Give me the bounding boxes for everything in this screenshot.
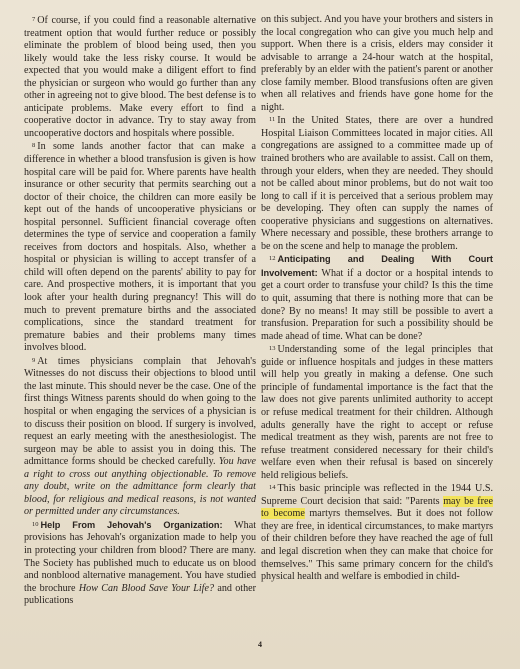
paragraph-number: 7: [32, 16, 36, 23]
paragraph-text: What provisions has Jehovah's organization made to help you in protecting your children from blood? There are many. The Society has published much to educate us on blood and nonblood alternative management. You have studied the brochure: [24, 519, 257, 594]
paragraph-number: 10: [32, 520, 39, 528]
paragraph-text: Understanding some of the legal principles that guide or influence hospitals and judges in these matters will help you greatly in making a defense. One such principle of fundamental importance is the fact that the law does not give parents unlimited authority to accept or refuse medical treatment for their children. Although adults generally have the right to accept or refuse medical treatment as they wish, parents are not free to refuse treatment considered necessary for their child's welfare even when their refusal is based on sincerely held religious beliefs.: [261, 344, 493, 481]
paragraph-text: In the United States, there are over a hundred Hospital Liaison Committees located in major cities. All congregations are assigned to a committee made up of trained brothers who are available to assist. Call on them, through your elders, when they are needed. They should not be called about minor problems, but do not wait too long to call if it is perceived that a serious problem may be developing. They often can supply the names of cooperative physicians and suggestions on alternatives. Where necessary and possible, these brothers arrange to be on the scene and help to manage the problem.: [261, 115, 493, 252]
brochure-title: How Can Blood Save Your Life?: [78, 582, 215, 594]
paragraph-14: [261, 482, 493, 583]
paragraph-text: This basic principle was reflected in the 1944 U.S. Supreme Court decision that said: "Parents: [261, 483, 493, 507]
paragraph-text-tail: and other publications: [24, 582, 256, 607]
paragraph-text: Of course, if you could find a reasonable alternative treatment option that would further reduce or possibly eliminate the problem of blood being used, then you likely would take the less risky course. It would be expected that you would make a diligent effort to find the physician or surgeon who would go further than any other in agreeing not to give blood. The best defense is to anticipate problems. Make every effort to find a cooperative doctor in advance. Try to stay away from uncooperative doctors and hospitals where possible.: [24, 15, 256, 139]
paragraph-text-tail: martyrs themselves. But it does not follow they are free, in identical circumstances, to make martyrs of their children before they have reached the age of full and legal discretion when they can make that choice for themselves." This same primary concern for the child's physical health and welfare is embodied in child-: [261, 508, 493, 583]
paragraph-text: At times physicians complain that Jehovah's Witnesses do not discuss their objections to blood until the last minute. This should never be the case. One of the first things Witness parents should do when going to the hospital or when engaging the services of a physician is to discuss their position on blood. If surgery is involved, request an early meeting with the anesthesiologist. The surgeon may be able to assist you in doing this. The admittance forms should be checked carefully.: [24, 355, 256, 468]
highlighted-text: may be free to become: [261, 495, 493, 520]
paragraph-number: 14: [269, 484, 276, 492]
paragraph-number: 8: [32, 142, 36, 150]
paragraph-italic-text: You have a right to cross out anything objectionable. To remove any doubt, write on the admittance form clearly that blood, for religious and medical reasons, is not wanted or permitted under any circumstances.: [24, 456, 257, 518]
right-column: [261, 14, 493, 584]
paragraph-9: [24, 355, 256, 519]
section-heading: Anticipating and Dealing With Court Involvement:: [261, 254, 493, 278]
paragraph-10: [24, 519, 256, 608]
paragraph-13: [261, 343, 493, 482]
paragraph-text: In some lands another factor that can make a difference in whether a blood transfusion is given is how hospital care will be paid for. Where parents have health insurance or other security that permits searching out a doctor of their choice, the children can more easily be kept out of the hands of uncooperative physicians or hospital personnel. Sufficient financial coverage often determines the type of service and cooperation a family receives from doctors and hospitals. Also, whether a hospital or physician is willing to accept transfer of a child will often depend on the parents' ability to pay for care. And prospective mothers, it is important that you look after your health during pregnancy! This will do much to prevent premature births and the associated complications, since the standard treatment for premature babies and their problems many times involves blood.: [24, 141, 256, 354]
paragraph-text: What if a doctor or a hospital intends to get a court order to transfuse your child? Is this the time to quit, assuming that there is nothing more that can be done? By no means! It may still be possible to avert a transfusion. Preparation for such a possibility should be made ahead of time. What can be done?: [261, 267, 493, 342]
paragraph-8: [24, 140, 256, 354]
paragraph-10-continued: [261, 14, 493, 114]
paragraph-number: 13: [269, 345, 276, 353]
paragraph-7: [24, 14, 256, 140]
page-number: 4: [258, 640, 262, 649]
paragraph-11: [261, 114, 493, 253]
paragraph-number: 9: [32, 356, 36, 364]
left-column: [24, 14, 256, 608]
section-heading: Help From Jehovah's Organization:: [40, 519, 223, 530]
paragraph-number: 11: [269, 116, 276, 124]
paragraph-12: [261, 253, 493, 343]
paragraph-text: on this subject. And you have your brothers and sisters in the local congregation who can give you much help and support. When there is a crisis, elders may consider it advisable to arrange a 24-hour watch at the hospital, preferably by an elder with the patient's parent or another close family member. Blood transfusions often are given when all relatives and friends have gone home for the night.: [261, 14, 493, 113]
paragraph-number: 12: [269, 255, 276, 263]
